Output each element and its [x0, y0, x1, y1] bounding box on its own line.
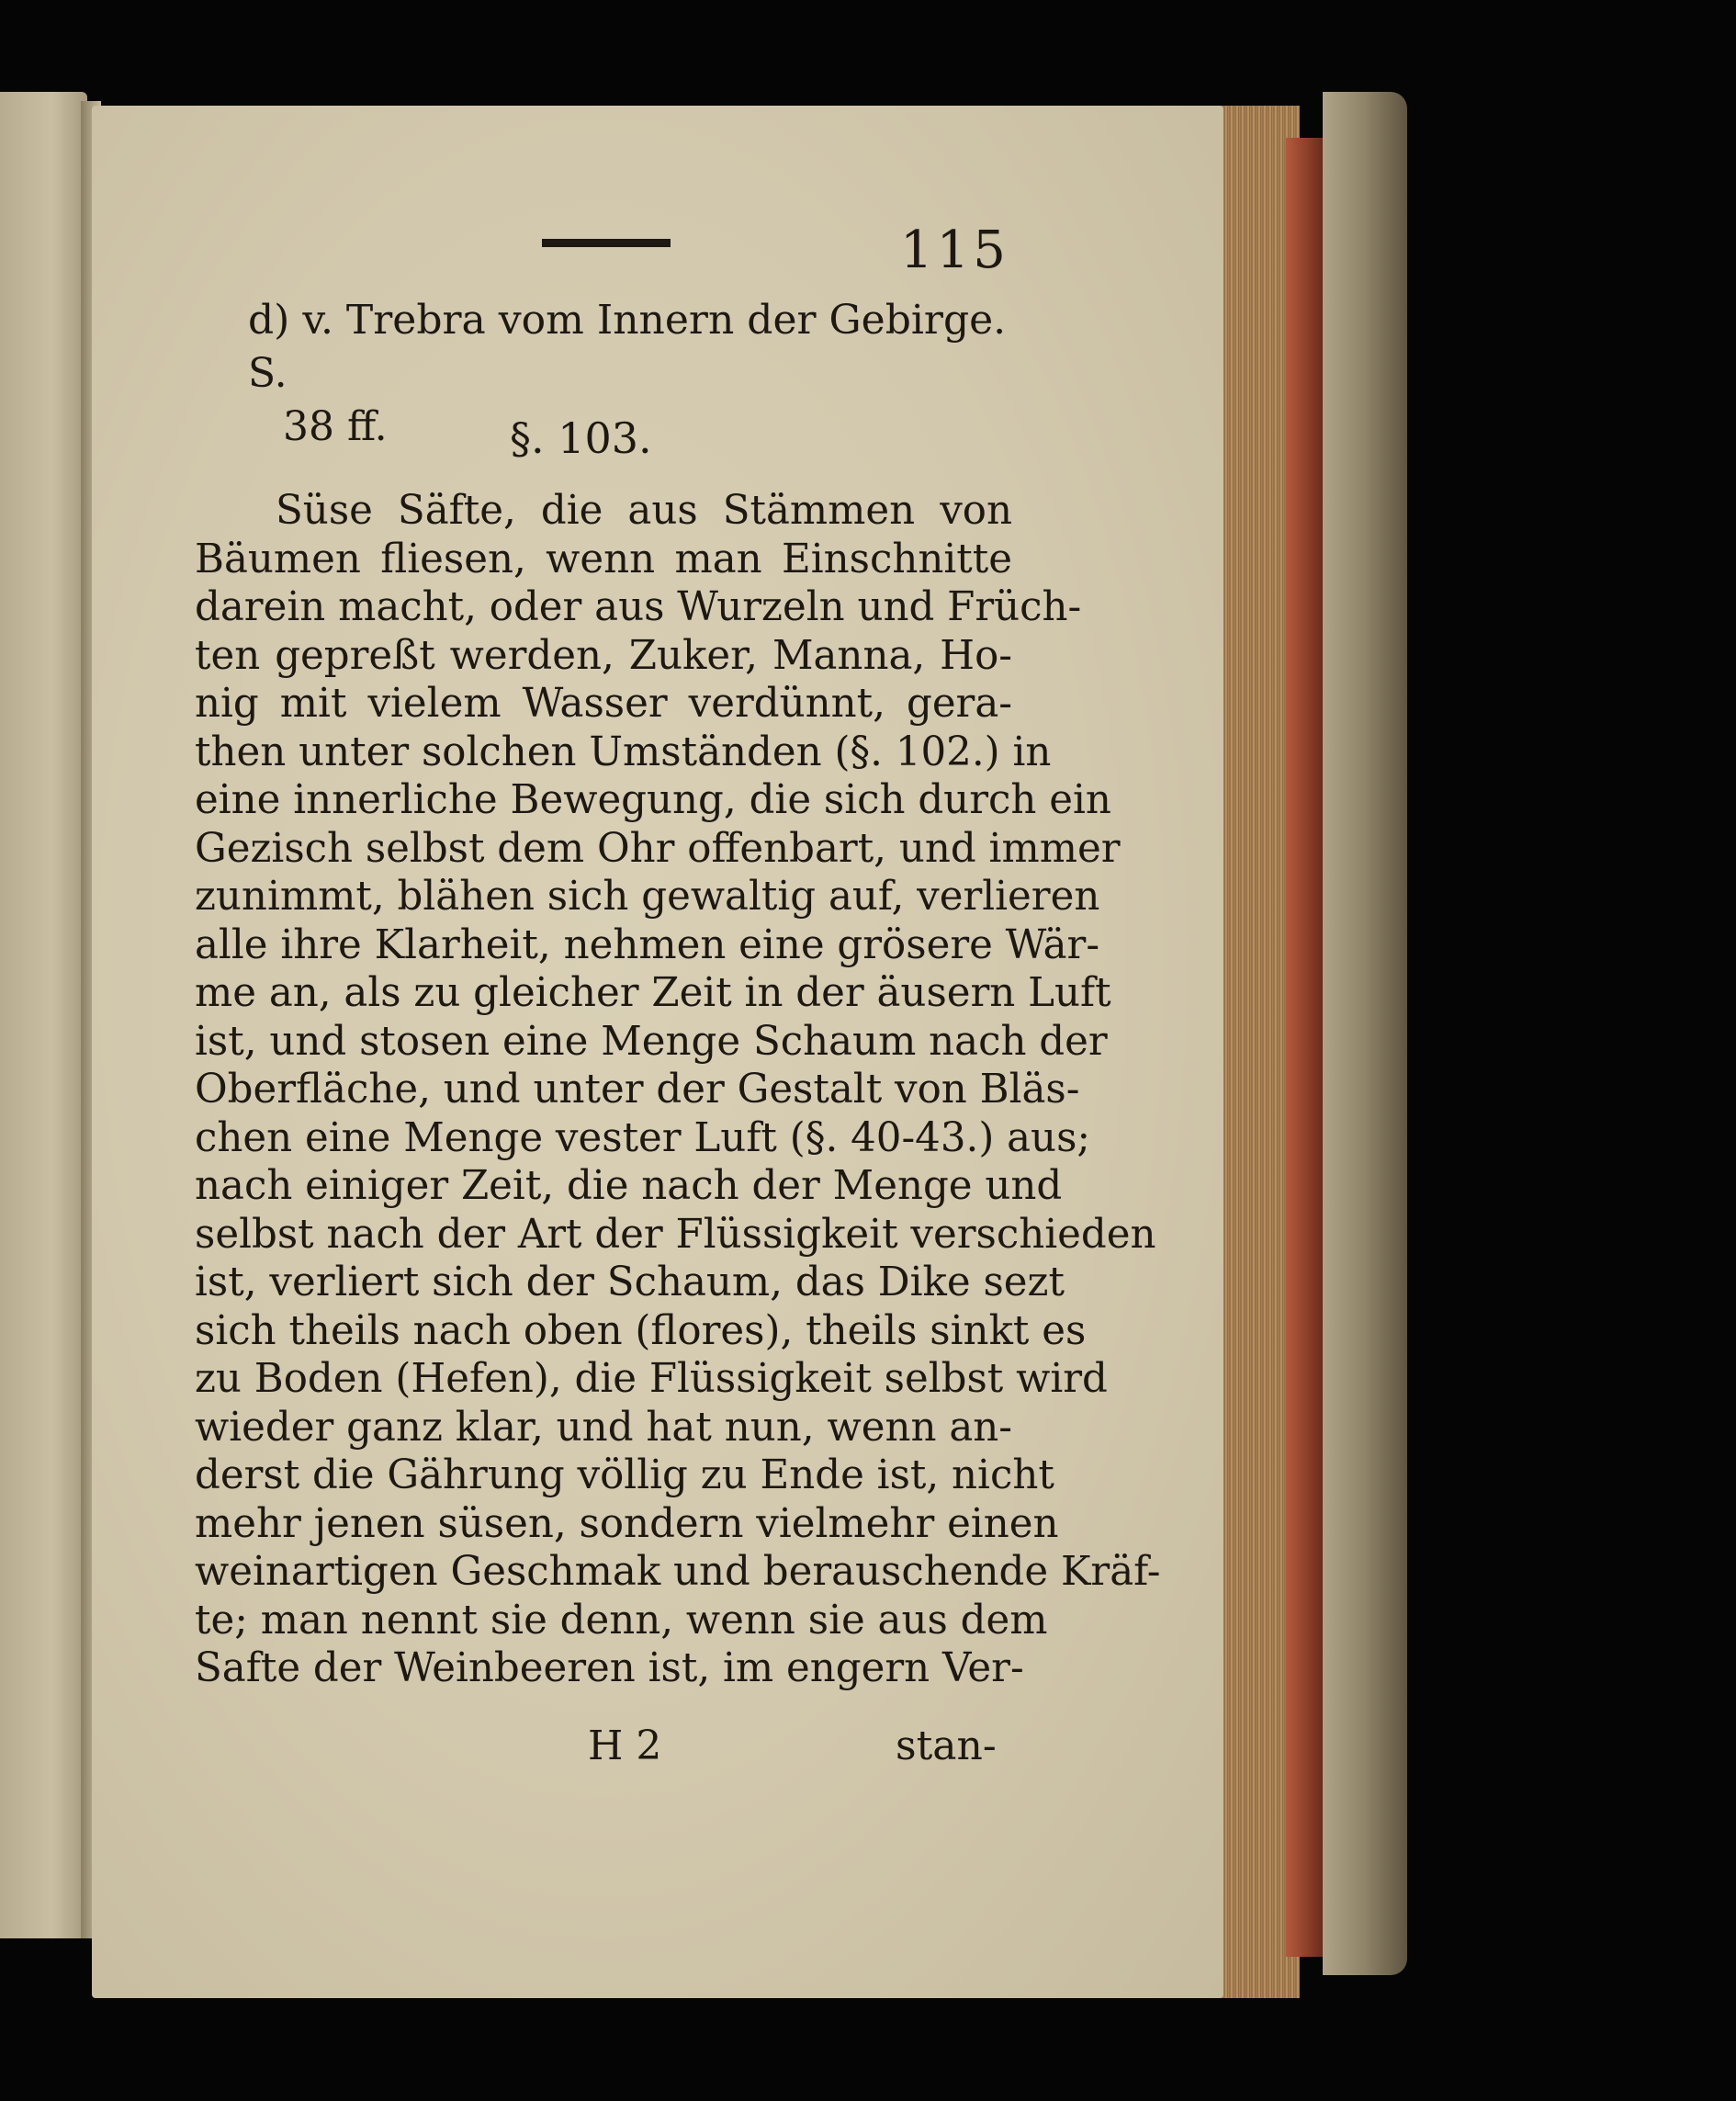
body-line: derst die Gährung völlig zu Ende ist, nicht — [195, 1452, 1054, 1498]
body-line: te; man nennt sie denn, wenn sie aus dem — [195, 1597, 1048, 1644]
body-line: then unter solchen Umständen (§. 102.) in — [195, 729, 1052, 775]
book-cover-edge — [1323, 92, 1407, 1975]
body-line: ist, und stosen eine Menge Schaum nach der — [195, 1018, 1108, 1065]
body-line: Gezisch selbst dem Ohr offenbart, und immer — [195, 825, 1121, 872]
body-line: Süse Säfte, die aus Stämmen von — [276, 488, 1012, 534]
body-line: selbst nach der Art der Flüssigkeit verschieden — [195, 1211, 1156, 1258]
body-line: Oberfläche, und unter der Gestalt von Bläs- — [195, 1067, 1080, 1113]
book-page — [92, 106, 1223, 1998]
footnote-line-2: 38 ff. — [283, 403, 388, 450]
body-line: me an, als zu gleicher Zeit in der äusern Luft — [195, 970, 1111, 1016]
body-line: zu Boden (Hefen), die Flüssigkeit selbst wird — [195, 1356, 1108, 1402]
body-line: darein macht, oder aus Wurzeln und Früch- — [195, 584, 1082, 630]
body-line: zunimmt, blähen sich gewaltig auf, verlieren — [195, 874, 1100, 920]
body-line: wieder ganz klar, und hat nun, wenn an- — [195, 1404, 1012, 1451]
previous-page-edge — [0, 92, 87, 1938]
body-line: sich theils nach oben (flores), theils sinkt es — [195, 1307, 1087, 1354]
body-text — [195, 487, 1161, 1693]
footnote-line-1: d) v. Trebra vom Innern der Gebirge. S. — [248, 297, 1007, 397]
catchword: stan- — [896, 1723, 997, 1769]
body-line: Bäumen fliesen, wenn man Einschnitte — [195, 536, 1012, 582]
body-line: nig mit vielem Wasser verdünnt, gera- — [195, 681, 1012, 727]
body-line: chen eine Menge vester Luft (§. 40-43.) aus; — [195, 1114, 1091, 1161]
body-line: Safte der Weinbeeren ist, im engern Ver- — [195, 1645, 1024, 1691]
page-number: 115 — [900, 220, 1009, 280]
header-rule — [542, 239, 671, 247]
body-line: nach einiger Zeit, die nach der Menge und — [195, 1163, 1063, 1209]
body-line: ten gepreßt werden, Zuker, Manna, Ho- — [195, 632, 1012, 679]
body-line: eine innerliche Bewegung, die sich durch ein — [195, 777, 1111, 823]
body-line: ist, verliert sich der Schaum, das Dike sezt — [195, 1259, 1065, 1305]
body-line: mehr jenen süsen, sondern vielmehr einen — [195, 1500, 1059, 1547]
body-line: alle ihre Klarheit, nehmen eine grösere Wär- — [195, 921, 1100, 968]
red-page-edge — [1286, 138, 1323, 1957]
signature-mark: H 2 — [588, 1723, 662, 1769]
body-line: weinartigen Geschmak und berauschende Kräf- — [195, 1549, 1161, 1595]
section-heading: §. 103. — [510, 413, 652, 463]
